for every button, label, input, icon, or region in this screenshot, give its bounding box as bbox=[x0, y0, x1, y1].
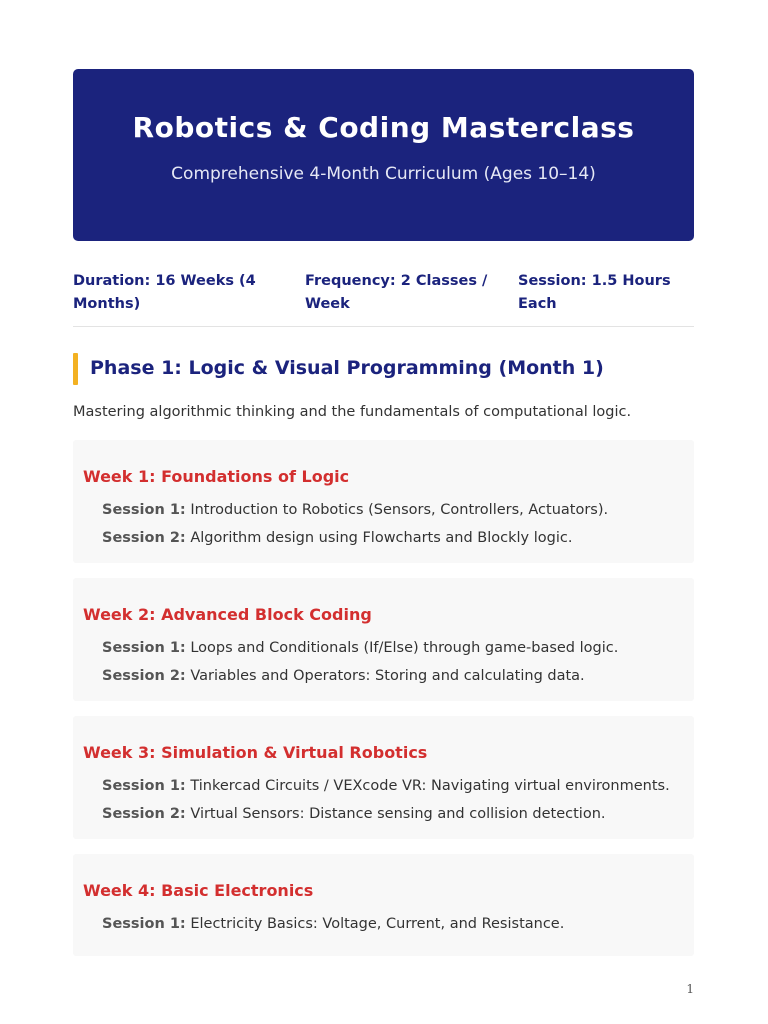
week-card bbox=[73, 716, 694, 839]
week-card bbox=[73, 440, 694, 563]
session-line bbox=[102, 640, 618, 656]
session-line bbox=[102, 502, 608, 518]
session-line bbox=[102, 806, 606, 822]
session-label: Session 1: bbox=[102, 778, 186, 794]
week-title: Week 1: Foundations of Logic bbox=[83, 467, 350, 486]
week-card bbox=[73, 854, 694, 956]
week-card bbox=[73, 578, 694, 701]
week-title: Week 4: Basic Electronics bbox=[83, 881, 314, 900]
session-text: Virtual Sensors: Distance sensing and collision detection. bbox=[190, 806, 606, 822]
session-label: Session 2: bbox=[102, 530, 186, 546]
session-text: Electricity Basics: Voltage, Current, and Resistance. bbox=[190, 916, 565, 932]
session-line bbox=[102, 778, 670, 794]
week-title: Week 3: Simulation & Virtual Robotics bbox=[83, 743, 428, 762]
meta-duration: Duration: 16 Weeks (4 Months) bbox=[73, 273, 256, 312]
session-label: Session 1: bbox=[102, 916, 186, 932]
session-label: Session 1: bbox=[102, 502, 186, 518]
session-line bbox=[102, 530, 572, 546]
session-text: Variables and Operators: Storing and calculating data. bbox=[190, 668, 585, 684]
page-number: 1 bbox=[686, 982, 694, 996]
meta-session: Session: 1.5 Hours Each bbox=[518, 273, 671, 312]
session-label: Session 2: bbox=[102, 668, 186, 684]
session-label: Session 2: bbox=[102, 806, 186, 822]
session-line bbox=[102, 668, 585, 684]
session-text: Introduction to Robotics (Sensors, Controllers, Actuators). bbox=[190, 502, 609, 518]
header-banner bbox=[73, 69, 694, 241]
session-line bbox=[102, 916, 564, 932]
session-text: Loops and Conditionals (If/Else) through game-based logic. bbox=[190, 640, 619, 656]
phase-accent-bar bbox=[73, 353, 78, 385]
course-meta bbox=[73, 268, 694, 327]
meta-frequency: Frequency: 2 Classes / Week bbox=[305, 273, 488, 312]
session-text: Tinkercad Circuits / VEXcode VR: Navigating virtual environments. bbox=[190, 778, 670, 794]
phase-title: Phase 1: Logic & Visual Programming (Month 1) bbox=[90, 357, 604, 379]
document-title: Robotics & Coding Masterclass bbox=[132, 111, 635, 144]
session-label: Session 1: bbox=[102, 640, 186, 656]
document-subtitle: Comprehensive 4-Month Curriculum (Ages 10–14) bbox=[171, 164, 596, 184]
phase-description: Mastering algorithmic thinking and the fundamentals of computational logic. bbox=[73, 404, 632, 420]
week-title: Week 2: Advanced Block Coding bbox=[83, 605, 372, 624]
session-text: Algorithm design using Flowcharts and Blockly logic. bbox=[190, 530, 573, 546]
